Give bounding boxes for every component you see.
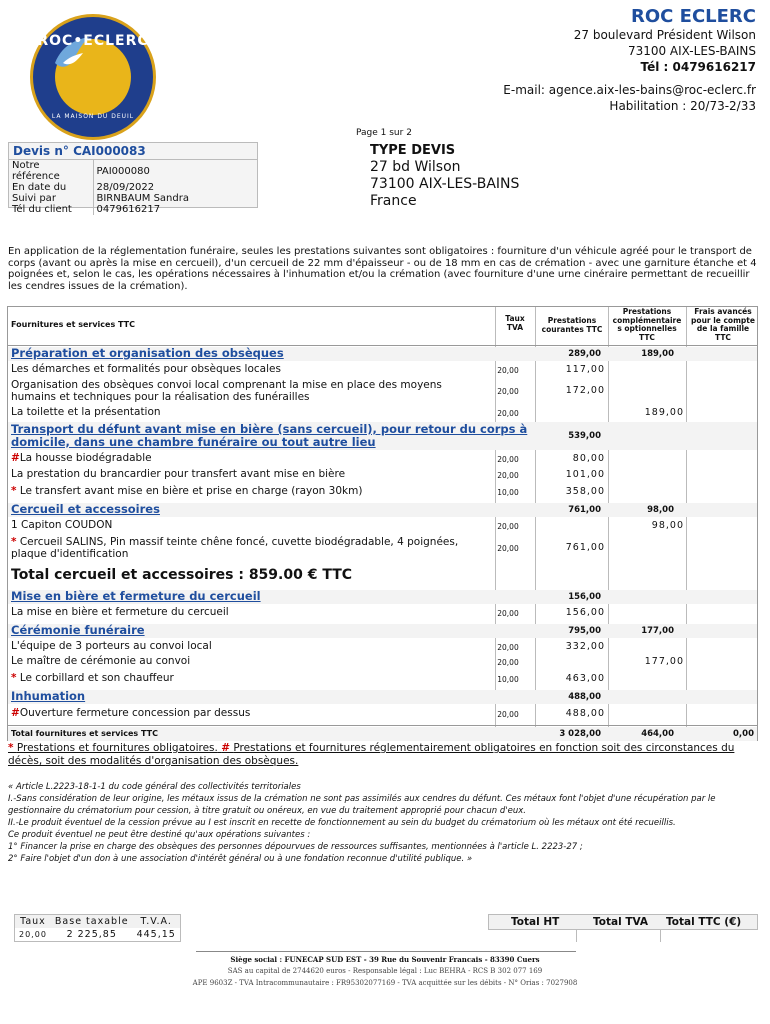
devis-key: Tél du client — [9, 204, 93, 215]
hash-marker: # — [221, 742, 230, 754]
section-row — [8, 503, 757, 517]
line-label: La housse biodégradable — [19, 452, 152, 464]
line-tva: 20,00 — [497, 544, 519, 553]
legend-obligatoires: Prestations et fournitures obligatoires. — [16, 742, 218, 754]
legal-line: 2° Faire l'objet d'un don à une association d'intérêt général ou à une fondation reconnue d'utilité publique. » — [8, 854, 473, 864]
vat-summary-table — [14, 914, 181, 942]
company-habilitation: Habilitation : 20/73-2/33 — [609, 99, 756, 113]
company-logo — [30, 14, 156, 140]
cercueil-total: Total cercueil et accessoires : 859.00 € TTC — [11, 567, 353, 583]
devis-key: Suivi par — [9, 193, 93, 204]
line-tva: 20,00 — [497, 643, 519, 652]
section-total-courantes: 795,00 — [568, 626, 601, 636]
totals-header — [488, 914, 758, 930]
legend-reglementaires: Prestations et fournitures réglementairement obligatoires en fonction soit des circonstances du décès, soit des modalités d'organisation des obsèques. — [8, 742, 735, 767]
vat-rate: 20,00 — [19, 930, 47, 939]
company-contact — [503, 82, 756, 114]
intro-paragraph: En application de la réglementation funéraire, seules les prestations suivantes sont obligatoires : fourniture d'un véhicule agréé pour le transport de corps (avant ou après la mise en cercueil), d'un cercueil de 22 mm d'épaisseur - ou de 18 mm en cas de crémation - avec une garniture étanche et 4 poignées et, selon le cas, les opérations nécessaires à l'inhumation et/ou la crémation (avec fourniture d'une urne cinéraire permettant de recueillir les cendres issues de la crémation). — [8, 246, 757, 292]
line-tva: 20,00 — [497, 471, 519, 480]
section-total-optionnelles: 189,00 — [641, 349, 674, 359]
header-tva: Taux TVA — [505, 314, 525, 332]
header-item: Fournitures et services TTC — [11, 320, 135, 329]
header-optionnelles: Prestations complémentaire s optionnelles TTC — [612, 307, 682, 342]
logo-text-bottom: LA MAISON DU DEUIL — [51, 113, 135, 120]
line-label: La prestation du brancardier pour transfert avant mise en bière — [11, 468, 346, 480]
line-amount: 488,00 — [565, 708, 605, 719]
line-tva: 10,00 — [497, 488, 519, 497]
client-address — [370, 142, 519, 210]
client-heading: TYPE DEVIS — [370, 143, 456, 158]
section-title[interactable]: Mise en bière et fermeture du cercueil — [11, 589, 261, 603]
vat-base: 2 225,85 — [66, 929, 117, 940]
line-label: L'équipe de 3 porteurs au convoi local — [11, 640, 212, 652]
line-amount: 172,00 — [565, 385, 605, 396]
section-title[interactable]: Préparation et organisation des obsèques — [11, 346, 284, 360]
client-line-3: France — [370, 193, 417, 209]
legal-line: Ce produit éventuel ne peut être destiné qu'aux opérations suivantes : — [8, 830, 311, 840]
total-label: Total fournitures et services TTC — [11, 729, 158, 738]
line-tva: 20,00 — [497, 409, 519, 418]
total-ttc-label: Total TTC (€) — [666, 916, 742, 928]
line-label: Les démarches et formalités pour obsèques locales — [11, 363, 281, 375]
legal-article — [8, 781, 760, 865]
footer-sas: SAS au capital de 2744620 euros - Responsable légal : Luc BEHRA - RCS B 302 077 169 — [227, 967, 543, 975]
total-tva-label: Total TVA — [593, 916, 649, 928]
company-phone: Tél : 0479616217 — [640, 60, 756, 74]
legal-line: 1° Financer la prise en charge des obsèques des personnes dépourvues de ressources suffisantes, mentionnées à l'article L. 2223-27 ; — [8, 842, 583, 852]
header-frais: Frais avancés pour le compte de la famille TTC — [691, 307, 755, 342]
line-label: Ouverture fermeture concession par dessus — [19, 707, 251, 719]
section-total-courantes: 488,00 — [568, 692, 601, 702]
star-marker: * — [11, 536, 17, 548]
line-amount: 156,00 — [565, 607, 605, 618]
line-tva: 20,00 — [497, 710, 519, 719]
line-label: Organisation des obsèques convoi local comprenant la mise en place des moyens humains et techniques pour la réalisation des funérailles — [11, 379, 442, 403]
line-amount-optional: 98,00 — [651, 520, 684, 531]
grand-total-optionnelles: 464,00 — [641, 729, 674, 739]
vat-amount: 445,15 — [136, 929, 176, 940]
line-amount-optional: 177,00 — [644, 656, 684, 667]
section-title[interactable]: Transport du défunt avant mise en bière (sans cercueil), pour retour du corps à domicile, dans une chambre funéraire ou tout autre lieu — [11, 422, 528, 449]
section-row — [8, 347, 757, 361]
section-total-optionnelles: 177,00 — [641, 626, 674, 636]
line-amount: 332,00 — [565, 641, 605, 652]
line-tva: 20,00 — [497, 387, 519, 396]
devis-key: En date du — [9, 182, 93, 193]
vat-header: Taux — [15, 915, 51, 928]
section-total-courantes: 761,00 — [568, 505, 601, 515]
grand-total-frais: 0,00 — [733, 729, 754, 739]
star-marker: * — [11, 485, 17, 497]
header-courantes: Prestations courantes TTC — [541, 316, 603, 334]
devis-value: BIRNBAUM Sandra — [96, 193, 189, 204]
line-amount: 761,00 — [565, 542, 605, 553]
devis-details — [9, 160, 257, 215]
legal-line: « Article L.2223-18-1-1 du code général des collectivités territoriales — [8, 782, 301, 792]
total-ht-label: Total HT — [511, 916, 560, 928]
devis-value: 28/09/2022 — [96, 182, 155, 193]
line-tva: 20,00 — [497, 658, 519, 667]
footer-siege: Siège social : FUNECAP SUD EST - 39 Rue du Souvenir Francais - 83390 Cuers — [230, 955, 540, 964]
client-line-1: 27 bd Wilson — [370, 159, 461, 175]
services-table — [7, 306, 758, 741]
hash-marker: # — [11, 452, 20, 464]
line-label: Cercueil SALINS, Pin massif teinte chêne foncé, cuvette biodégradable, 4 poignées, plaque d'identification — [11, 536, 459, 560]
line-label: La mise en bière et fermeture du cercueil — [11, 606, 229, 618]
line-amount: 101,00 — [565, 469, 605, 480]
footer-tva: APE 9603Z - TVA Intracommunautaire : FR95302077169 - TVA acquittée sur les débits - N° Orias : 7027908 — [192, 979, 578, 987]
devis-key: Notre référence — [9, 160, 93, 182]
line-amount: 358,00 — [565, 486, 605, 497]
vat-header: Base taxable — [51, 915, 133, 928]
section-title[interactable]: Cérémonie funéraire — [11, 623, 145, 637]
grand-total-courantes: 3 028,00 — [559, 729, 601, 739]
section-total-courantes: 289,00 — [568, 349, 601, 359]
totals-values — [488, 930, 758, 942]
line-amount: 463,00 — [565, 673, 605, 684]
section-row — [8, 690, 757, 704]
total-row — [8, 727, 757, 741]
line-tva: 20,00 — [497, 366, 519, 375]
legal-line: I.-Sans considération de leur origine, les métaux issus de la crémation ne sont pas assimilés aux cendres du défunt. Ces métaux font l'objet d'une récupération par le gestionnaire du crématorium pour cession, à titre gratuit ou onéreux, en vue du traitement approprié pour chacun d'eux. — [8, 794, 716, 816]
legal-line: II.-Le produit éventuel de la cession prévue au I est inscrit en recette de fonctionnement au sein du budget du crématorium où les métaux ont été recueillis. — [8, 818, 676, 828]
section-title[interactable]: Cercueil et accessoires — [11, 502, 160, 516]
line-label: 1 Capiton COUDON — [11, 519, 113, 531]
footer-divider — [196, 951, 576, 952]
line-tva: 20,00 — [497, 522, 519, 531]
section-total-courantes: 539,00 — [568, 431, 601, 441]
company-name: ROC ECLERC — [631, 6, 756, 27]
line-label: Le maître de cérémonie au convoi — [11, 655, 191, 667]
logo-text-top: ROC•ECLERC — [37, 33, 149, 49]
company-address-2: 73100 AIX-LES-BAINS — [627, 44, 756, 58]
line-amount: 80,00 — [572, 453, 605, 464]
line-amount: 117,00 — [565, 364, 605, 375]
hash-marker: # — [11, 707, 20, 719]
section-title[interactable]: Inhumation — [11, 689, 86, 703]
star-marker: * — [8, 742, 14, 754]
line-label: La toilette et la présentation — [11, 406, 161, 418]
section-row — [8, 590, 757, 604]
page-number: Page 1 sur 2 — [356, 128, 412, 138]
line-label: Le transfert avant mise en bière et prise en charge (rayon 30km) — [16, 485, 363, 497]
line-tva: 10,00 — [497, 675, 519, 684]
company-email[interactable]: E-mail: agence.aix-les-bains@roc-eclerc.fr — [503, 83, 756, 97]
section-row — [8, 422, 757, 450]
devis-title: Devis n° CAI000083 — [9, 143, 257, 160]
line-tva: 20,00 — [497, 455, 519, 464]
section-total-courantes: 156,00 — [568, 592, 601, 602]
line-amount-optional: 189,00 — [644, 407, 684, 418]
company-address-1: 27 boulevard Président Wilson — [573, 28, 756, 42]
line-label: Le corbillard et son chauffeur — [16, 672, 174, 684]
section-total-optionnelles: 98,00 — [647, 505, 674, 515]
devis-value: 0479616217 — [96, 204, 161, 215]
devis-value: PAI000080 — [96, 165, 150, 177]
section-row — [8, 624, 757, 638]
legend — [8, 742, 758, 768]
vat-header: T.V.A. — [133, 915, 180, 928]
line-tva: 20,00 — [497, 609, 519, 618]
devis-info-box — [8, 142, 258, 215]
star-marker: * — [11, 672, 17, 684]
company-header — [574, 6, 756, 75]
client-line-2: 73100 AIX-LES-BAINS — [370, 176, 520, 192]
